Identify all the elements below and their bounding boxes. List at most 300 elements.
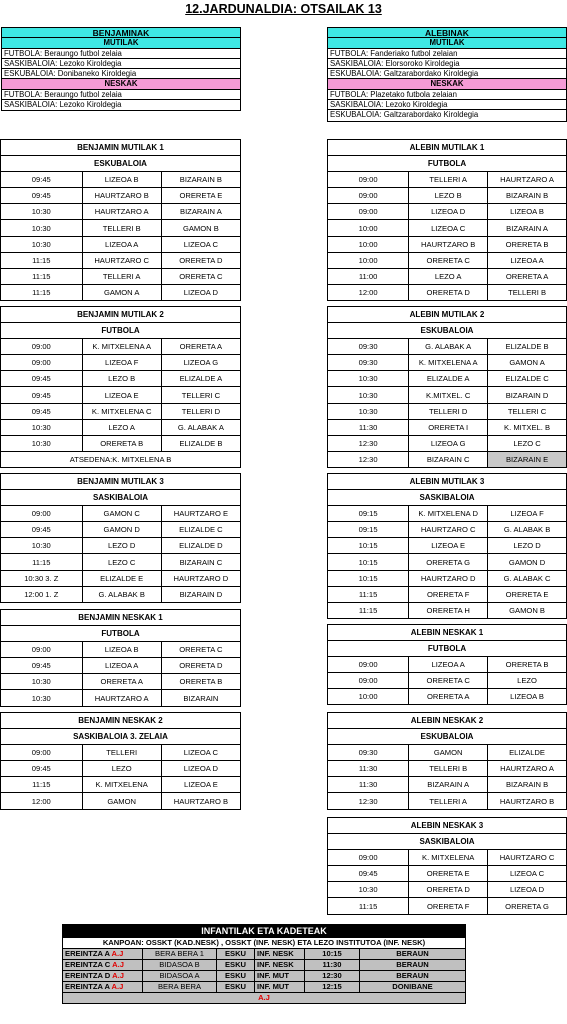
match-home-team: LIZEOA B xyxy=(82,642,161,658)
venue-line: FUTBOLA: Fanderiako futbol zelaian xyxy=(328,49,566,59)
match-away-team: HAURTZARO A xyxy=(488,761,567,777)
match-away-team: BIZARAIN xyxy=(161,690,240,706)
match-home-team: G. ALABAK B xyxy=(82,586,161,602)
match-away-team: BIZARAIN D xyxy=(161,586,240,602)
match-row xyxy=(1,172,241,188)
match-away-team: LIZEOA A xyxy=(488,252,567,268)
place: DONIBANE xyxy=(360,982,466,993)
match-away-team: BIZARAIN B xyxy=(488,777,567,793)
match-row xyxy=(328,284,567,300)
match-row xyxy=(328,172,567,188)
match-time: 12:30 xyxy=(328,793,409,809)
team-tag: A.J xyxy=(111,982,124,991)
match-away-team: LIZEOA D xyxy=(161,761,240,777)
match-away-team: HAURTZARO B xyxy=(488,793,567,809)
match-row xyxy=(1,236,241,252)
match-time: 09:45 xyxy=(1,387,83,403)
match-row xyxy=(1,188,241,204)
match-row xyxy=(1,284,241,300)
match-away-team: HAURTZARO B xyxy=(161,793,240,809)
match-time: 10:30 xyxy=(1,435,83,451)
match-away-team: ORERETA B xyxy=(161,674,240,690)
match-time: 10:30 xyxy=(1,419,83,435)
match-away-team: BIZARAIN B xyxy=(161,172,240,188)
match-time: 10:00 xyxy=(328,689,409,705)
match-away-team: GAMON B xyxy=(488,602,567,618)
match-time: 11:15 xyxy=(1,777,83,793)
team-tag: A.J xyxy=(112,960,124,969)
match-time: 09:45 xyxy=(1,658,83,674)
match-home-team: G. ALABAK A xyxy=(409,339,488,355)
match-row xyxy=(328,220,567,236)
match-away-team: HAURTZARO D xyxy=(161,570,240,586)
match-away-team: LIZEOA C xyxy=(161,745,240,761)
match-away-team: BIZARAIN D xyxy=(488,387,567,403)
block-sport: FUTBOLA xyxy=(1,626,241,642)
rival: BERA BERA xyxy=(143,982,217,993)
match-home-team: LEZO A xyxy=(409,268,488,284)
match-away-team: BIZARAIN E xyxy=(488,451,567,467)
infantilak-row xyxy=(63,982,466,993)
venue-line: SASKIBALOIA: Lezoko Kiroldegia xyxy=(328,100,566,110)
match-time: 10:00 xyxy=(328,220,409,236)
match-time: 10:15 xyxy=(328,538,409,554)
match-home-team: HAURTZARO C xyxy=(409,522,488,538)
match-home-team: GAMON A xyxy=(82,284,161,300)
match-time: 09:00 xyxy=(328,204,409,220)
match-time: 09:00 xyxy=(1,506,83,522)
infantilak-table xyxy=(62,924,466,1004)
venues-neskak-label: NESKAK xyxy=(2,79,240,89)
match-time: 10:30 xyxy=(328,387,409,403)
match-row xyxy=(328,689,567,705)
match-away-team: BIZARAIN A xyxy=(488,220,567,236)
match-time: 10:15 xyxy=(328,570,409,586)
match-block xyxy=(0,473,241,603)
block-title: BENJAMIN MUTILAK 1 xyxy=(1,140,241,156)
block-title: ALEBIN NESKAK 2 xyxy=(328,713,567,729)
match-home-team: ORERETA E xyxy=(409,866,488,882)
venues-header: BENJAMINAK xyxy=(2,28,240,38)
match-row xyxy=(328,188,567,204)
match-block xyxy=(0,306,241,468)
match-row xyxy=(328,602,567,618)
match-away-team: K. MITXEL. B xyxy=(488,419,567,435)
match-time: 09:45 xyxy=(1,403,83,419)
match-home-team: K. MITXELENA A xyxy=(82,339,161,355)
match-row xyxy=(1,745,241,761)
match-home-team: LEZO xyxy=(82,761,161,777)
match-home-team: LEZO C xyxy=(82,554,161,570)
match-home-team: ORERETA A xyxy=(82,674,161,690)
match-row xyxy=(1,252,241,268)
venue-line: FUTBOLA: Beraungo futbol zelaia xyxy=(2,49,240,59)
match-row xyxy=(1,339,241,355)
match-row xyxy=(1,642,241,658)
match-home-team: TELLERI B xyxy=(82,220,161,236)
match-home-team: GAMON D xyxy=(82,522,161,538)
match-row xyxy=(1,586,241,602)
match-home-team: GAMON C xyxy=(82,506,161,522)
block-title: ALEBIN NESKAK 3 xyxy=(328,818,567,834)
match-home-team: LIZEOA A xyxy=(82,658,161,674)
match-row xyxy=(1,387,241,403)
match-home-team: LIZEOA B xyxy=(82,172,161,188)
match-row xyxy=(328,435,567,451)
match-home-team: ORERETA B xyxy=(82,435,161,451)
block-title: ALEBIN MUTILAK 1 xyxy=(328,140,567,156)
match-home-team: BIZARAIN A xyxy=(409,777,488,793)
match-home-team: ORERETA C xyxy=(409,673,488,689)
match-time: 10:00 xyxy=(328,252,409,268)
match-time: 09:00 xyxy=(1,745,83,761)
match-home-team: K. MITXELENA xyxy=(82,777,161,793)
match-away-team: ORERETA E xyxy=(161,188,240,204)
match-home-team: LIZEOA G xyxy=(409,435,488,451)
match-row xyxy=(1,674,241,690)
match-away-team: ORERETA D xyxy=(161,658,240,674)
match-home-team: LIZEOA C xyxy=(409,220,488,236)
match-home-team: ORERETA A xyxy=(409,689,488,705)
match-home-team: HAURTZARO B xyxy=(82,188,161,204)
infantilak-row xyxy=(63,949,466,960)
sport: ESKU xyxy=(217,949,255,960)
match-home-team: HAURTZARO A xyxy=(82,690,161,706)
sport: ESKU xyxy=(217,982,255,993)
match-home-team: LEZO B xyxy=(82,371,161,387)
match-time: 11:30 xyxy=(328,419,409,435)
match-away-team: ELIZALDE D xyxy=(161,538,240,554)
infantilak-title: INFANTILAK ETA KADETEAK xyxy=(63,925,466,938)
match-home-team: LEZO D xyxy=(82,538,161,554)
match-time: 11:15 xyxy=(1,284,83,300)
match-row xyxy=(328,793,567,809)
match-time: 09:30 xyxy=(328,339,409,355)
match-time: 11:30 xyxy=(328,777,409,793)
match-row xyxy=(1,268,241,284)
match-home-team: HAURTZARO D xyxy=(409,570,488,586)
match-away-team: ORERETA A xyxy=(161,339,240,355)
match-row xyxy=(328,236,567,252)
block-sport: FUTBOLA xyxy=(328,156,567,172)
block-title: ALEBIN NESKAK 1 xyxy=(328,625,567,641)
match-away-team: HAURTZARO E xyxy=(161,506,240,522)
match-away-team: LEZO D xyxy=(488,538,567,554)
match-away-team: GAMON B xyxy=(161,220,240,236)
block-sport: SASKIBALOIA xyxy=(328,834,567,850)
match-home-team: LIZEOA F xyxy=(82,355,161,371)
match-row xyxy=(1,522,241,538)
match-away-team: HAURTZARO C xyxy=(488,850,567,866)
place: BERAUN xyxy=(360,960,466,971)
match-time: 09:45 xyxy=(1,188,83,204)
match-block xyxy=(0,609,241,707)
match-away-team: ORERETA C xyxy=(161,642,240,658)
match-time: 10:30 xyxy=(1,204,83,220)
match-away-team: BIZARAIN A xyxy=(161,204,240,220)
match-time: 12:00 xyxy=(328,284,409,300)
match-home-team: HAURTZARO C xyxy=(82,252,161,268)
match-row xyxy=(328,898,567,914)
match-home-team: ORERETA H xyxy=(409,602,488,618)
match-away-team: BIZARAIN B xyxy=(488,188,567,204)
block-title: BENJAMIN NESKAK 2 xyxy=(1,713,241,729)
match-block xyxy=(327,473,567,619)
venues-mutilak-label: MUTILAK xyxy=(328,38,566,48)
infantilak-row xyxy=(63,971,466,982)
match-time: 09:15 xyxy=(328,506,409,522)
match-away-team: LIZEOA B xyxy=(488,689,567,705)
block-sport: ESKUBALOIA xyxy=(1,156,241,172)
venue-line: ESKUBALOIA: Galtzarabordako Kiroldegia xyxy=(330,110,479,120)
match-row xyxy=(1,538,241,554)
match-row xyxy=(328,451,567,467)
match-time: 09:00 xyxy=(1,642,83,658)
match-time: 09:15 xyxy=(328,522,409,538)
match-time: 09:45 xyxy=(1,371,83,387)
match-away-team: LIZEOA F xyxy=(488,506,567,522)
category: INF. NESK xyxy=(255,960,305,971)
team-cell xyxy=(63,982,143,993)
match-away-team: ORERETA B xyxy=(488,236,567,252)
match-block xyxy=(0,712,241,810)
match-time: 11:15 xyxy=(1,268,83,284)
match-time: 09:45 xyxy=(1,522,83,538)
match-time: 12:00 xyxy=(1,793,83,809)
infantilak-subtitle: KANPOAN: OSSKT (KAD.NESK) , OSSKT (INF. NESK) ETA LEZO INSTITUTOA (INF. NESK) xyxy=(63,938,466,949)
match-row xyxy=(1,793,241,809)
match-row xyxy=(1,554,241,570)
match-time: 11:15 xyxy=(328,898,409,914)
venues-neskak-label: NESKAK xyxy=(328,79,566,89)
match-away-team: ORERETA B xyxy=(488,657,567,673)
match-away-team: TELLERI C xyxy=(161,387,240,403)
match-row xyxy=(328,586,567,602)
match-row xyxy=(328,673,567,689)
block-title: ALEBIN MUTILAK 2 xyxy=(328,307,567,323)
match-away-team: GAMON D xyxy=(488,554,567,570)
match-home-team: GAMON xyxy=(82,793,161,809)
match-time: 09:30 xyxy=(328,745,409,761)
match-home-team: GAMON xyxy=(409,745,488,761)
venue-line: ESKUBALOIA: Donibaneko Kiroldegia xyxy=(2,69,240,79)
block-footer: ATSEDENA:K. MITXELENA B xyxy=(1,451,241,467)
venue-line: FUTBOLA: Plazetako futbola zelaian xyxy=(328,90,566,100)
match-away-team: ELIZALDE C xyxy=(161,522,240,538)
venue-line: SASKIBALOIA: Lezoko Kiroldegia xyxy=(4,100,122,110)
match-time: 10:30 xyxy=(1,236,83,252)
team-cell xyxy=(63,960,143,971)
match-home-team: K.MITXEL. C xyxy=(409,387,488,403)
match-away-team: GAMON A xyxy=(488,355,567,371)
match-away-team: HAURTZARO A xyxy=(488,172,567,188)
match-home-team: ORERETA G xyxy=(409,554,488,570)
match-row xyxy=(1,570,241,586)
match-away-team: G. ALABAK A xyxy=(161,419,240,435)
match-block xyxy=(0,139,241,301)
match-time: 09:45 xyxy=(328,866,409,882)
time: 11:30 xyxy=(305,960,360,971)
match-home-team: TELLERI A xyxy=(409,793,488,809)
sport: ESKU xyxy=(217,960,255,971)
match-row xyxy=(328,506,567,522)
match-home-team: LIZEOA E xyxy=(82,387,161,403)
match-row xyxy=(1,658,241,674)
sport: ESKU xyxy=(217,971,255,982)
match-away-team: BIZARAIN C xyxy=(161,554,240,570)
match-away-team: ELIZALDE A xyxy=(161,371,240,387)
match-row xyxy=(328,745,567,761)
match-time: 09:00 xyxy=(1,339,83,355)
match-time: 10:30 xyxy=(328,882,409,898)
match-row xyxy=(1,435,241,451)
match-away-team: ELIZALDE xyxy=(488,745,567,761)
match-time: 11:30 xyxy=(328,761,409,777)
page-title: 12.JARDUNALDIA: OTSAILAK 13 xyxy=(185,2,382,16)
match-time: 10:30 xyxy=(1,220,83,236)
team-name: EREINTZA A xyxy=(65,982,110,991)
match-away-team: TELLERI C xyxy=(488,403,567,419)
match-time: 09:00 xyxy=(1,355,83,371)
block-title: BENJAMIN NESKAK 1 xyxy=(1,610,241,626)
match-time: 11:15 xyxy=(1,554,83,570)
match-home-team: ELIZALDE E xyxy=(82,570,161,586)
match-time: 12:00 1. Z xyxy=(1,586,83,602)
match-row xyxy=(328,387,567,403)
match-away-team: LIZEOA D xyxy=(488,882,567,898)
match-away-team: G. ALABAK B xyxy=(488,522,567,538)
match-time: 09:45 xyxy=(1,172,83,188)
venues-header: ALEBINAK xyxy=(328,28,566,38)
match-home-team: BIZARAIN C xyxy=(409,451,488,467)
match-home-team: TELLERI A xyxy=(82,268,161,284)
match-away-team: ELIZALDE B xyxy=(488,339,567,355)
match-home-team: LIZEOA A xyxy=(82,236,161,252)
block-sport: SASKIBALOIA 3. ZELAIA xyxy=(1,729,241,745)
match-time: 10:30 xyxy=(328,403,409,419)
match-away-team: ORERETA C xyxy=(161,268,240,284)
rival: BIDASOA A xyxy=(143,971,217,982)
match-row xyxy=(1,355,241,371)
infantilak-row xyxy=(63,960,466,971)
match-row xyxy=(1,220,241,236)
match-away-team: G. ALABAK C xyxy=(488,570,567,586)
team-cell xyxy=(63,949,143,960)
team-name: EREINTZA C xyxy=(65,960,111,969)
match-row xyxy=(328,419,567,435)
match-home-team: ORERETA F xyxy=(409,586,488,602)
team-name: EREINTZA A xyxy=(65,949,110,958)
match-away-team: LIZEOA B xyxy=(488,204,567,220)
venue-line: SASKIBALOIA: Lezoko Kiroldegia xyxy=(2,59,240,69)
match-row xyxy=(1,690,241,706)
match-row xyxy=(328,761,567,777)
venue-line: ESKUBALOIA: Galtzarabordako Kiroldegia xyxy=(328,69,566,79)
time: 12:30 xyxy=(305,971,360,982)
match-time: 09:00 xyxy=(328,850,409,866)
team-name: EREINTZA D xyxy=(65,971,111,980)
block-sport: ESKUBALOIA xyxy=(328,729,567,745)
block-sport: SASKIBALOIA xyxy=(328,490,567,506)
match-row xyxy=(328,204,567,220)
match-time: 11:15 xyxy=(328,602,409,618)
match-row xyxy=(1,777,241,793)
match-home-team: TELLERI B xyxy=(409,761,488,777)
match-home-team: ELIZALDE A xyxy=(409,371,488,387)
team-tag: A.J xyxy=(112,971,124,980)
match-time: 09:00 xyxy=(328,673,409,689)
match-time: 09:00 xyxy=(328,172,409,188)
match-block xyxy=(327,712,567,810)
match-row xyxy=(328,570,567,586)
venue-line: FUTBOLA: Beraungo futbol zelaia xyxy=(2,90,240,100)
match-away-team: TELLERI D xyxy=(161,403,240,419)
block-title: ALEBIN MUTILAK 3 xyxy=(328,474,567,490)
match-row xyxy=(328,355,567,371)
match-time: 09:45 xyxy=(1,761,83,777)
match-row xyxy=(328,554,567,570)
match-home-team: LEZO B xyxy=(409,188,488,204)
match-home-team: HAURTZARO B xyxy=(409,236,488,252)
match-time: 09:30 xyxy=(328,355,409,371)
time: 12:15 xyxy=(305,982,360,993)
place: BERAUN xyxy=(360,949,466,960)
match-time: 10:00 xyxy=(328,236,409,252)
match-away-team: LIZEOA G xyxy=(161,355,240,371)
match-away-team: ORERETA G xyxy=(488,898,567,914)
venues-benjaminak xyxy=(1,27,241,111)
match-home-team: TELLERI D xyxy=(409,403,488,419)
match-home-team: K. MITXELENA xyxy=(409,850,488,866)
match-away-team: LEZO C xyxy=(488,435,567,451)
match-away-team: LIZEOA E xyxy=(161,777,240,793)
match-away-team: LEZO xyxy=(488,673,567,689)
match-away-team: LIZEOA C xyxy=(488,866,567,882)
venue-line: SASKIBALOIA: Elorsoroko Kiroldegia xyxy=(328,59,566,69)
rival: BIDASOA B xyxy=(143,960,217,971)
match-row xyxy=(328,403,567,419)
match-block xyxy=(327,817,567,915)
infantilak-footer: A.J xyxy=(63,993,466,1004)
match-away-team: LIZEOA D xyxy=(161,284,240,300)
team-cell xyxy=(63,971,143,982)
match-home-team: K. MITXELENA C xyxy=(82,403,161,419)
match-home-team: ORERETA F xyxy=(409,898,488,914)
block-sport: SASKIBALOIA xyxy=(1,490,241,506)
match-time: 09:00 xyxy=(328,657,409,673)
match-home-team: ORERETA C xyxy=(409,252,488,268)
match-row xyxy=(1,371,241,387)
match-time: 12:30 xyxy=(328,451,409,467)
match-block xyxy=(327,306,567,468)
match-time: 10:30 xyxy=(1,538,83,554)
match-time: 10:30 xyxy=(1,690,83,706)
match-away-team: TELLERI B xyxy=(488,284,567,300)
match-row xyxy=(328,339,567,355)
block-sport: FUTBOLA xyxy=(328,641,567,657)
match-away-team: ORERETA A xyxy=(488,268,567,284)
match-home-team: ORERETA D xyxy=(409,882,488,898)
place: BERAUN xyxy=(360,971,466,982)
block-title: BENJAMIN MUTILAK 2 xyxy=(1,307,241,323)
match-time: 11:15 xyxy=(1,252,83,268)
match-home-team: LEZO A xyxy=(82,419,161,435)
match-row xyxy=(328,850,567,866)
category: INF. MUT xyxy=(255,971,305,982)
match-away-team: ORERETA D xyxy=(161,252,240,268)
match-row xyxy=(328,252,567,268)
match-row xyxy=(1,419,241,435)
